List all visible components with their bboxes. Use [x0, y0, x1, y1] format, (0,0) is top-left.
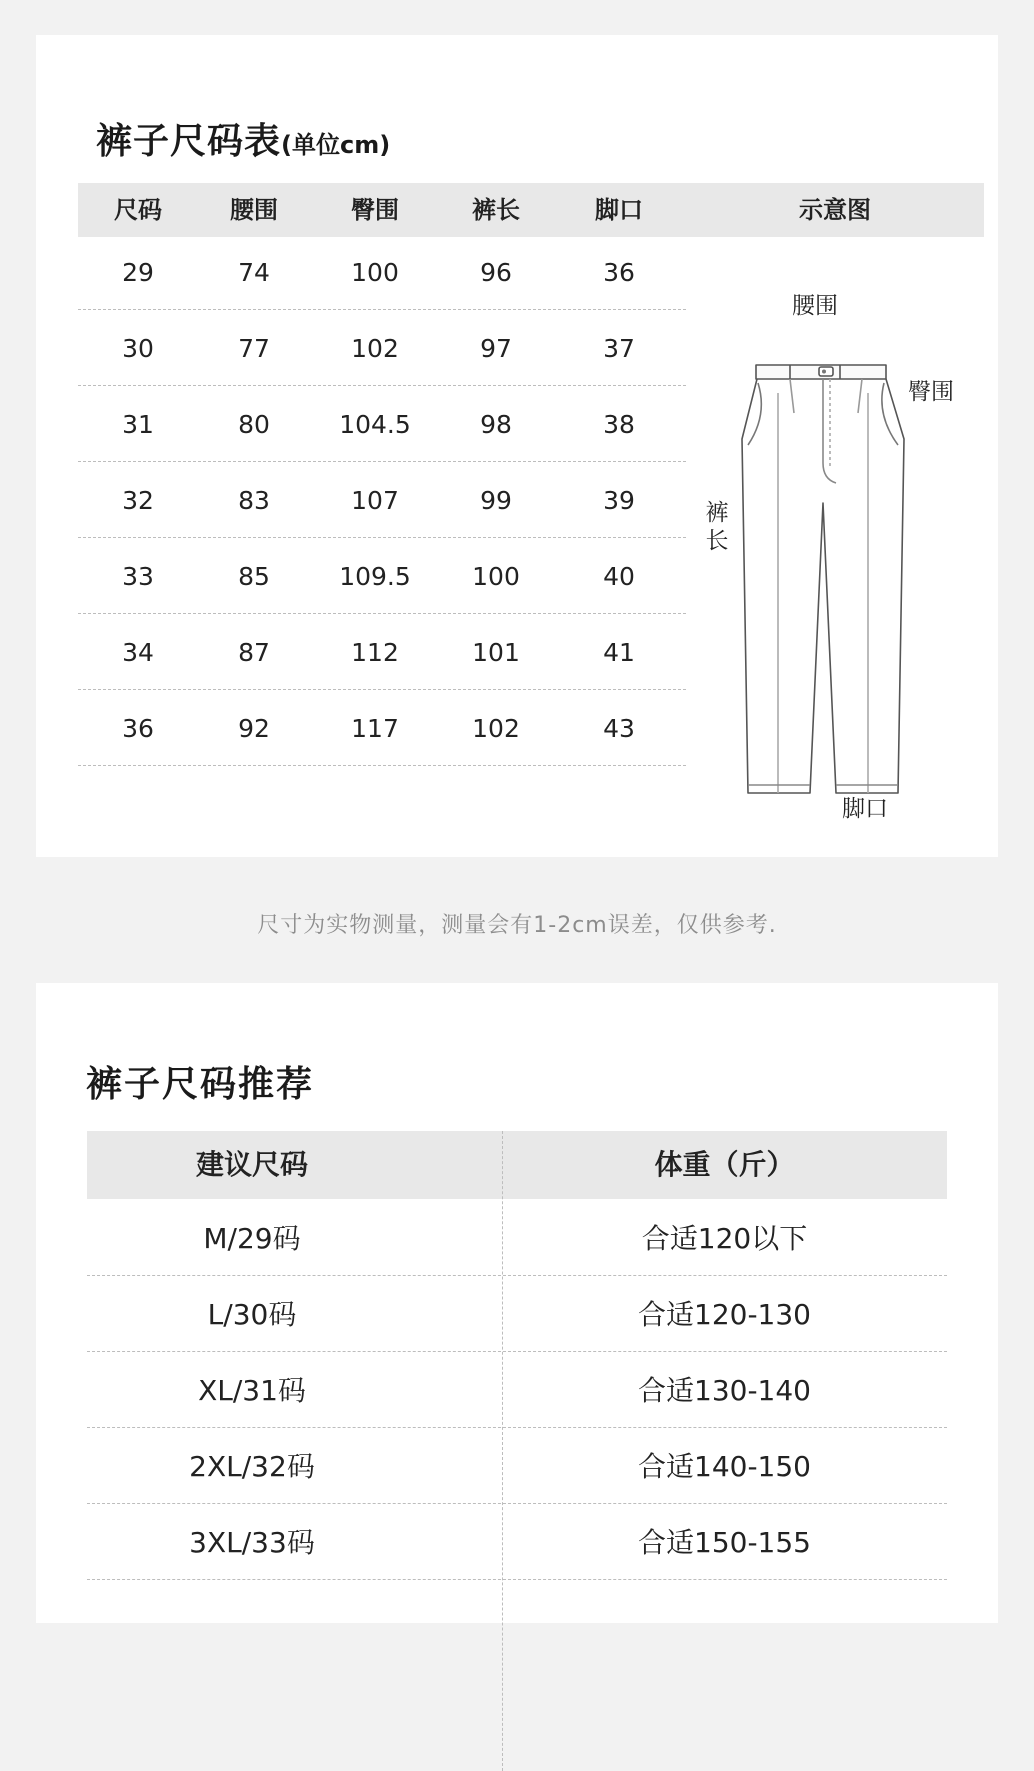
cell-length: 99 [480, 486, 512, 515]
cell-hip: 109.5 [339, 562, 411, 591]
cell-size: 36 [122, 714, 154, 743]
cell-size: 31 [122, 410, 154, 439]
cell-hem: 37 [603, 334, 635, 363]
cell-size: M/29码 [203, 1222, 301, 1255]
size-chart-title-row [96, 113, 390, 164]
column-divider [502, 1131, 503, 1771]
cell-size: L/30码 [207, 1298, 297, 1331]
header-hip: 臀围 [351, 196, 399, 224]
measurement-note: 尺寸为实物测量，测量会有1-2cm误差，仅供参考. [257, 913, 777, 938]
header-diagram: 示意图 [799, 196, 871, 224]
cell-weight: 合适140-150 [638, 1450, 811, 1483]
cell-weight: 合适130-140 [638, 1374, 811, 1407]
cell-waist: 92 [238, 714, 270, 743]
cell-length: 101 [472, 638, 520, 667]
cell-hem: 38 [603, 410, 635, 439]
size-chart-header [78, 183, 984, 237]
cell-waist: 77 [238, 334, 270, 363]
header-weight: 体重（斤） [654, 1148, 795, 1181]
diagram-label-length: 裤长 [705, 500, 729, 554]
cell-length: 102 [472, 714, 520, 743]
cell-weight: 合适120-130 [638, 1298, 811, 1331]
recommend-header [87, 1131, 947, 1199]
cell-hip: 104.5 [339, 410, 411, 439]
cell-size: 2XL/32码 [189, 1450, 315, 1483]
cell-size: 3XL/33码 [189, 1526, 315, 1559]
cell-hem: 39 [603, 486, 635, 515]
header-size: 尺码 [114, 196, 162, 224]
table-row [87, 1503, 947, 1580]
table-row [87, 1275, 947, 1352]
cell-size: 30 [122, 334, 154, 363]
table-row [78, 233, 686, 310]
cell-size: 32 [122, 486, 154, 515]
size-chart-card [36, 35, 998, 857]
header-waist: 腰围 [230, 196, 278, 224]
header-length: 裤长 [472, 196, 520, 224]
header-hem: 脚口 [595, 196, 643, 224]
recommend-title: 裤子尺码推荐 [86, 1064, 315, 1105]
cell-weight: 合适120以下 [641, 1222, 808, 1255]
cell-hip: 100 [351, 258, 399, 287]
header-suggested-size: 建议尺码 [195, 1148, 308, 1181]
table-row [78, 689, 686, 766]
cell-hem: 40 [603, 562, 635, 591]
size-chart-title: 裤子尺码表 [96, 121, 282, 162]
diagram-label-hem: 脚口 [842, 796, 888, 822]
table-row [87, 1351, 947, 1428]
cell-hem: 43 [603, 714, 635, 743]
cell-hip: 112 [351, 638, 399, 667]
cell-waist: 85 [238, 562, 270, 591]
size-chart-unit: (单位cm) [281, 131, 391, 159]
cell-waist: 74 [238, 258, 270, 287]
table-row [78, 309, 686, 386]
recommend-card [36, 983, 998, 1623]
cell-length: 96 [480, 258, 512, 287]
cell-hem: 41 [603, 638, 635, 667]
table-row [78, 385, 686, 462]
cell-size: 34 [122, 638, 154, 667]
cell-length: 100 [472, 562, 520, 591]
table-row [78, 613, 686, 690]
cell-waist: 87 [238, 638, 270, 667]
diagram-label-hip: 臀围 [908, 379, 954, 405]
cell-hip: 107 [351, 486, 399, 515]
cell-size: XL/31码 [198, 1374, 306, 1407]
cell-waist: 83 [238, 486, 270, 515]
cell-length: 98 [480, 410, 512, 439]
pants-diagram [678, 253, 998, 833]
cell-length: 97 [480, 334, 512, 363]
table-row [78, 537, 686, 614]
table-row [87, 1199, 947, 1276]
cell-size: 33 [122, 562, 154, 591]
cell-weight: 合适150-155 [638, 1526, 811, 1559]
cell-hip: 102 [351, 334, 399, 363]
table-row [87, 1427, 947, 1504]
table-row [78, 461, 686, 538]
cell-size: 29 [122, 258, 154, 287]
cell-waist: 80 [238, 410, 270, 439]
cell-hip: 117 [351, 714, 399, 743]
cell-hem: 36 [603, 258, 635, 287]
diagram-label-waist: 腰围 [792, 293, 838, 319]
